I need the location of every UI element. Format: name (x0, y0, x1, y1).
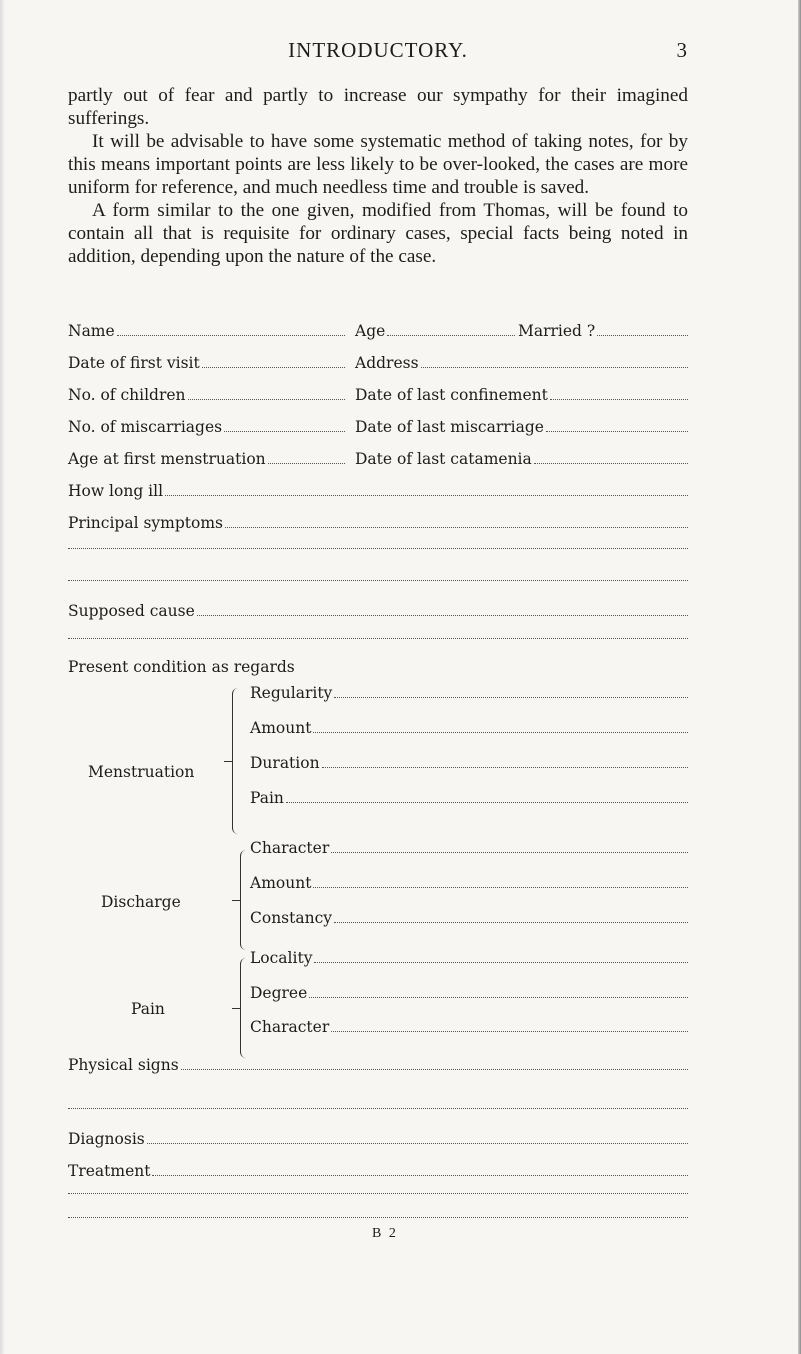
paragraph-1: partly out of fear and partly to increase our sympathy for their imagined sufferings. (68, 85, 688, 129)
pain-label: Pain (131, 1000, 165, 1018)
form-field-last-catamenia: Date of last catamenia (355, 446, 688, 468)
discharge-constancy: Constancy (250, 905, 688, 927)
pain-character: Character (250, 1014, 688, 1036)
form-field-age: Age (355, 318, 515, 340)
paragraph-2: It will be advisable to have some systematic method of taking notes, for by this means important points are less likely to be over-looked, the cases are more uniform for reference, and much needless time and trouble is saved. (68, 131, 688, 198)
body-text (68, 84, 688, 268)
form-field-last-confinement: Date of last confinement (355, 382, 688, 404)
form-field-how-long-ill: How long ill (68, 478, 688, 500)
menstruation-duration: Duration (250, 750, 688, 772)
present-condition-heading: Present condition as regards (68, 658, 295, 676)
brace (232, 688, 243, 834)
form-field-first-visit: Date of first visit (68, 350, 345, 372)
page-edge-left (0, 0, 5, 1354)
form-field-last-miscarriage: Date of last miscarriage (355, 414, 688, 436)
form-field-first-menstruation: Age at first menstruation (68, 446, 345, 468)
form-field-diagnosis: Diagnosis (68, 1126, 688, 1148)
form-field-name: Name (68, 318, 345, 340)
discharge-amount: Amount (250, 870, 688, 892)
form-field-principal-symptoms: Principal symptoms (68, 510, 688, 532)
pain-degree: Degree (250, 980, 688, 1002)
form-field-married: Married ? (518, 318, 688, 340)
pain-locality: Locality (250, 945, 688, 967)
form-field-children: No. of children (68, 382, 345, 404)
brace (240, 958, 251, 1058)
blank-rule (68, 1216, 688, 1218)
blank-rule (68, 579, 688, 581)
form-field-physical-signs: Physical signs (68, 1052, 688, 1074)
form-field-treatment: Treatment (68, 1158, 688, 1180)
menstruation-label: Menstruation (88, 763, 195, 781)
discharge-label: Discharge (101, 893, 181, 911)
form-field-address: Address (355, 350, 688, 372)
form-field-supposed-cause: Supposed cause (68, 598, 688, 620)
paragraph-3: A form similar to the one given, modified from Thomas, will be found to contain all that is requisite for ordinary cases, special facts being noted in addition, depending upon the nature of the case. (68, 200, 688, 267)
menstruation-pain: Pain (250, 785, 688, 807)
form-field-miscarriages: No. of miscarriages (68, 414, 345, 436)
blank-rule (68, 637, 688, 639)
blank-rule (68, 547, 688, 549)
signature-mark: B 2 (372, 1226, 398, 1241)
blank-rule (68, 1107, 688, 1109)
page-number: 3 (676, 38, 688, 62)
menstruation-amount: Amount (250, 715, 688, 737)
discharge-character: Character (250, 835, 688, 857)
running-title: INTRODUCTORY. (288, 38, 468, 62)
brace (240, 850, 251, 950)
running-header (68, 38, 688, 64)
menstruation-regularity: Regularity (250, 680, 688, 702)
blank-rule (68, 1192, 688, 1194)
